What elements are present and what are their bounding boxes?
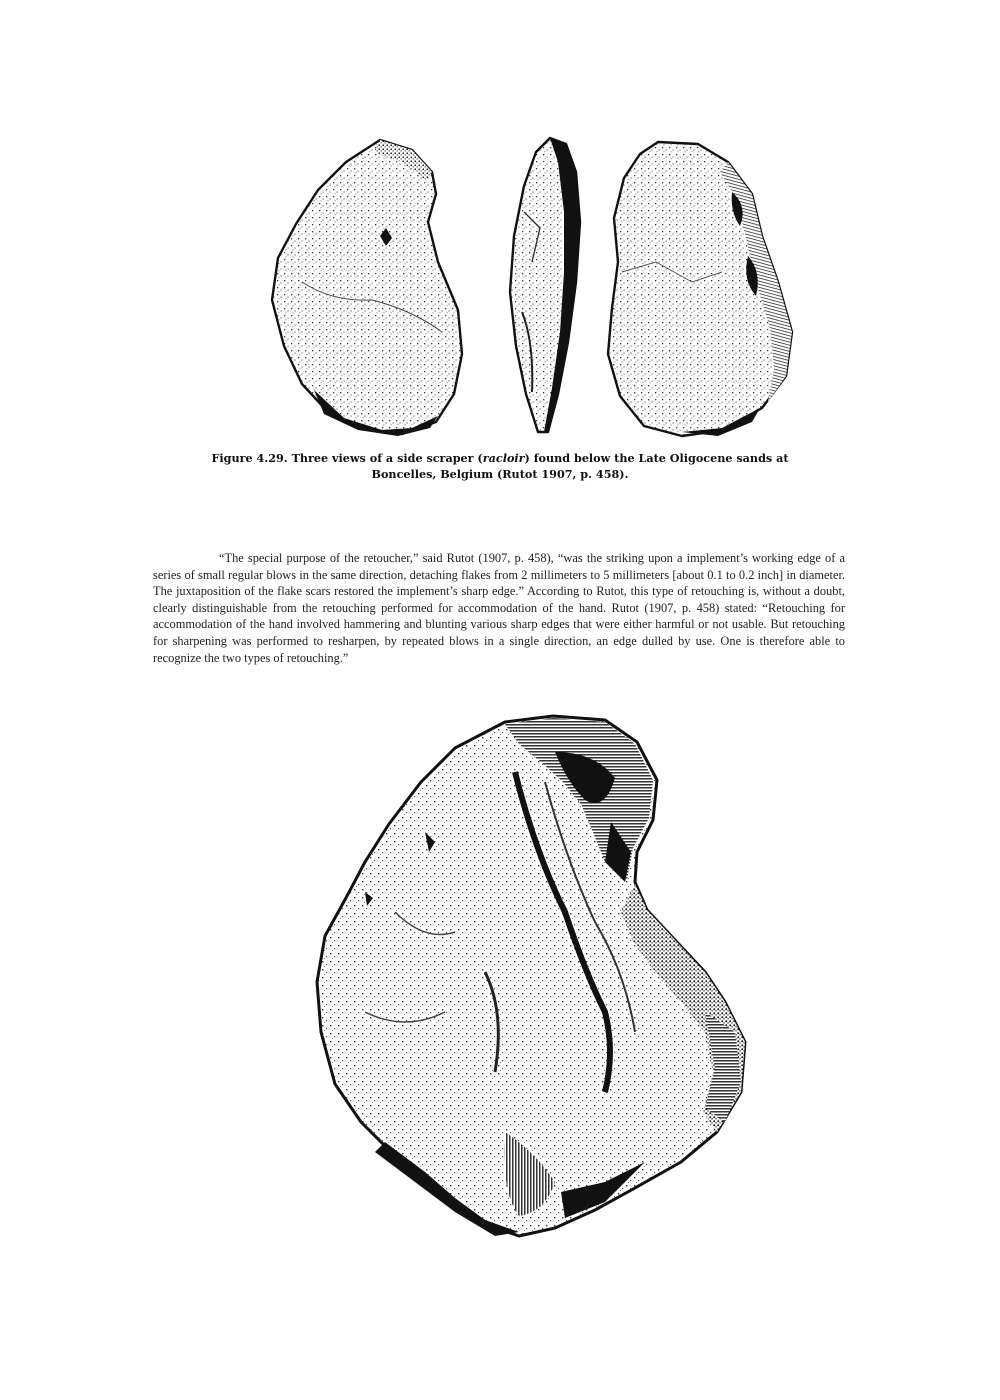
body-text	[153, 550, 845, 666]
caption-italic-term: racloir	[482, 451, 525, 465]
scraper-back-view	[608, 142, 792, 436]
figure-stone-implement	[305, 712, 755, 1242]
body-paragraph: “The special purpose of the retoucher,” said Rutot (1907, p. 458), “was the striking upon a implement’s working edge of a series of small regular blows in the same direction, detaching flakes from 2 millimeters to 5 millimeters [about 0.1 to 0.2 inch] in diameter. The juxtaposition of the flake scars restored the implement’s sharp edge.” According to Rutot, this type of retouching is, without a doubt, clearly distinguishable from the retouching performed for accommodation of the hand. Rutot (1907, p. 458) stated: “Retouching for accommodation of the hand involved hammering and blunting various sharp edges that were either harmful or not usable. But retouching for sharpening was performed to resharpen, by repeated blows in a single direction, an edge dulled by use. One is therefore able to recognize the two types of retouching.”	[153, 551, 845, 665]
scraper-side-view	[510, 138, 580, 432]
figure-side-scraper-three-views	[262, 132, 802, 438]
caption-text-start: Figure 4.29. Three views of a side scraper (	[211, 451, 483, 465]
caption-text-end: ) found below the Late Oligocene sands at Boncelles, Belgium (Rutot 1907, p. 458).	[371, 451, 789, 481]
stone-implement-outline	[317, 716, 745, 1236]
scraper-front-view	[272, 140, 462, 436]
figure-caption	[200, 450, 800, 482]
